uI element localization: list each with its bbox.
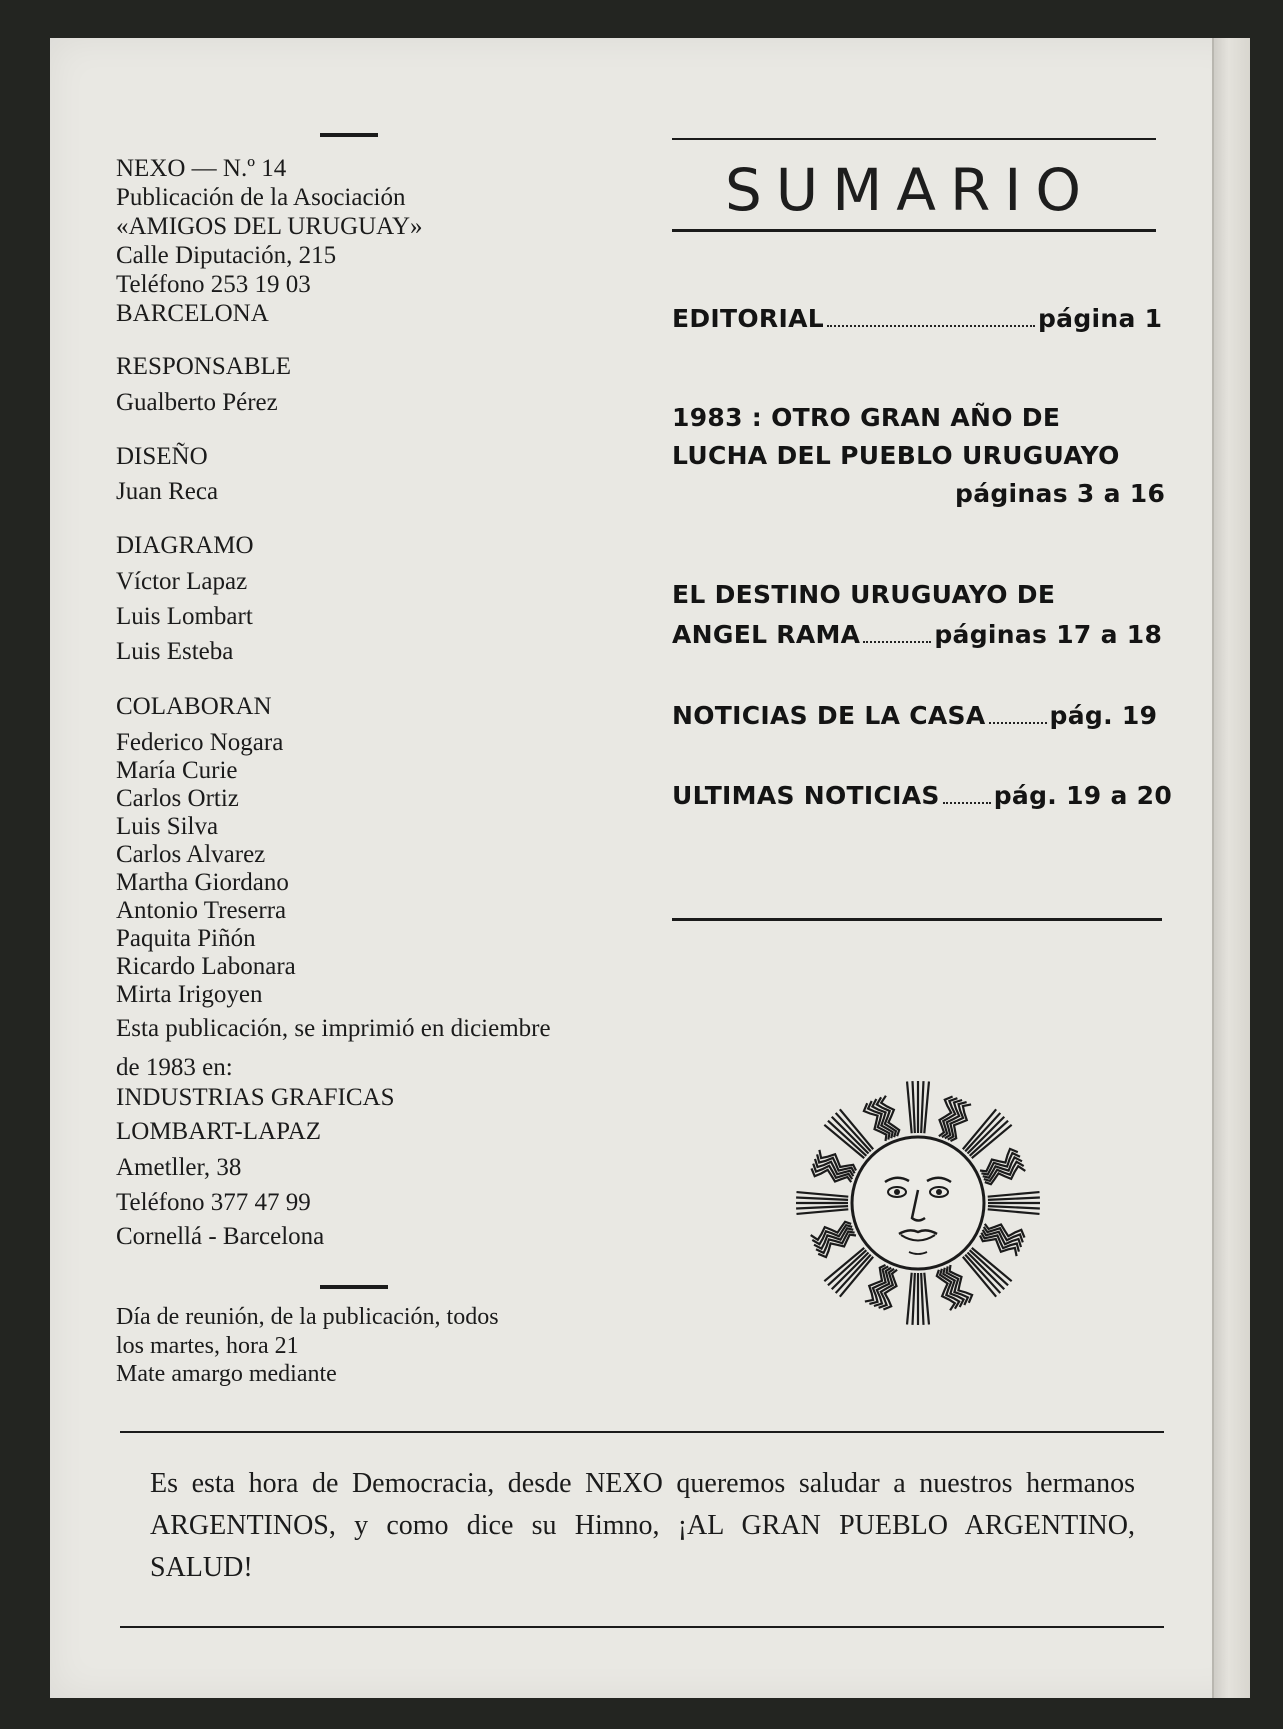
colaborador-name: Ricardo Labonara [116, 953, 296, 980]
toc-entry-ultimas-noticias [672, 781, 1172, 810]
sun-ray [796, 1192, 848, 1197]
toc-title: NOTICIAS DE LA CASA [672, 701, 986, 730]
toc-entry-1983 [672, 403, 1060, 432]
toc-entry-noticias-casa [672, 701, 1157, 730]
footer-top-rule [120, 1431, 1164, 1433]
sumario-bottom-rule [672, 229, 1156, 232]
meeting-line: los martes, hora 21 [116, 1333, 299, 1359]
toc-page-1983: páginas 3 a 16 [955, 479, 1166, 508]
toc-title: EL DESTINO URUGUAYO DE [672, 580, 1056, 609]
toc-entry-rama-line2 [672, 620, 1162, 649]
toc-page: pág. 19 [1049, 701, 1158, 730]
toc-title: ANGEL RAMA [672, 620, 861, 649]
footer-bottom-rule [120, 1626, 1164, 1628]
phone-number: Teléfono 253 19 03 [116, 271, 311, 298]
sun-ray [988, 1206, 1040, 1208]
issue-number: NEXO — N.º 14 [116, 155, 287, 182]
colaborador-name: Carlos Alvarez [116, 841, 266, 868]
toc-leader [863, 641, 931, 643]
sun-ray [913, 1081, 915, 1133]
sun-ray [921, 1273, 923, 1325]
responsable-label: RESPONSABLE [116, 353, 292, 380]
toc-page: página 1 [1037, 304, 1163, 333]
sun-ray [988, 1209, 1040, 1214]
sun-ray [907, 1081, 912, 1133]
toc-leader [827, 325, 1035, 327]
colaborador-name: María Curie [116, 757, 238, 784]
colaboran-label: COLABORAN [116, 693, 272, 720]
publisher-line: Publicación de la Asociación [116, 184, 406, 211]
meeting-rule [320, 1285, 388, 1289]
toc-title: EDITORIAL [672, 304, 824, 333]
binding-spine [1212, 38, 1250, 1698]
colaborador-name: Martha Giordano [116, 869, 289, 896]
sun-ray [913, 1273, 915, 1325]
toc-entry-editorial [672, 304, 1163, 333]
diagramo-name: Víctor Lapaz [116, 568, 248, 595]
toc-entry-rama [672, 580, 1055, 609]
diseno-label: DISEÑO [116, 443, 208, 470]
colaborador-name: Mirta Irigoyen [116, 981, 263, 1008]
diagramo-name: Luis Esteba [116, 638, 234, 665]
toc-title: LUCHA DEL PUEBLO URUGUAYO [672, 441, 1120, 470]
toc-leader [943, 802, 991, 804]
sun-ray [796, 1198, 848, 1200]
toc-entry-1983-line2 [672, 441, 1120, 470]
colaborador-name: Paquita Piñón [116, 925, 256, 952]
toc-title: 1983 : OTRO GRAN AÑO DE [672, 403, 1061, 432]
colaborador-name: Luis Silva [116, 813, 219, 840]
printer-city: Cornellá - Barcelona [116, 1223, 325, 1250]
sun-ray [796, 1209, 848, 1214]
meeting-line: Mate amargo mediante [116, 1361, 337, 1387]
printer-name: LOMBART-LAPAZ [116, 1118, 322, 1145]
sun-ray [796, 1206, 848, 1208]
magazine-page [50, 38, 1250, 1698]
city: BARCELONA [116, 300, 269, 327]
toc-page: páginas 17 a 18 [934, 620, 1163, 649]
printer-address: Ametller, 38 [116, 1154, 242, 1181]
sumario-title: SUMARIO [724, 156, 1096, 224]
printer-name: INDUSTRIAS GRAFICAS [116, 1084, 395, 1111]
responsable-name: Gualberto Pérez [116, 389, 278, 416]
sun-ray [988, 1198, 1040, 1200]
toc-title: ULTIMAS NOTICIAS [672, 781, 940, 810]
sun-ray [907, 1273, 912, 1325]
sun-ray [924, 1081, 929, 1133]
sumario-top-rule [672, 138, 1156, 140]
sumario-end-rule [672, 918, 1162, 921]
colaborador-name: Federico Nogara [116, 729, 284, 756]
association-name: «AMIGOS DEL URUGUAY» [116, 213, 423, 240]
democracy-greeting: Es esta hora de Democracia, desde NEXO queremos saludar a nuestros hermanos ARGENTINOS, y como dice su Himno, ¡AL GRAN PUEBLO ARGENTINO, SALUD! [150, 1468, 1135, 1583]
colaborador-name: Antonio Treserra [116, 897, 287, 924]
sun-of-may-icon [793, 1078, 1043, 1333]
sun-ray [924, 1273, 929, 1325]
printer-phone: Teléfono 377 47 99 [116, 1189, 311, 1216]
sun-ray [921, 1081, 923, 1133]
diagramo-name: Luis Lombart [116, 603, 253, 630]
sun-ray [988, 1192, 1040, 1197]
printing-note: Esta publicación, se imprimió en diciembre [116, 1015, 551, 1042]
diagramo-label: DIAGRAMO [116, 532, 254, 559]
meeting-line: Día de reunión, de la publicación, todos [116, 1304, 499, 1330]
colaborador-name: Carlos Ortiz [116, 785, 239, 812]
printing-date: de 1983 en: [116, 1054, 233, 1081]
masthead-top-rule [320, 133, 378, 137]
toc-page: pág. 19 a 20 [993, 781, 1173, 810]
toc-leader [989, 722, 1047, 724]
diseno-name: Juan Reca [116, 478, 219, 505]
street-address: Calle Diputación, 215 [116, 242, 337, 269]
